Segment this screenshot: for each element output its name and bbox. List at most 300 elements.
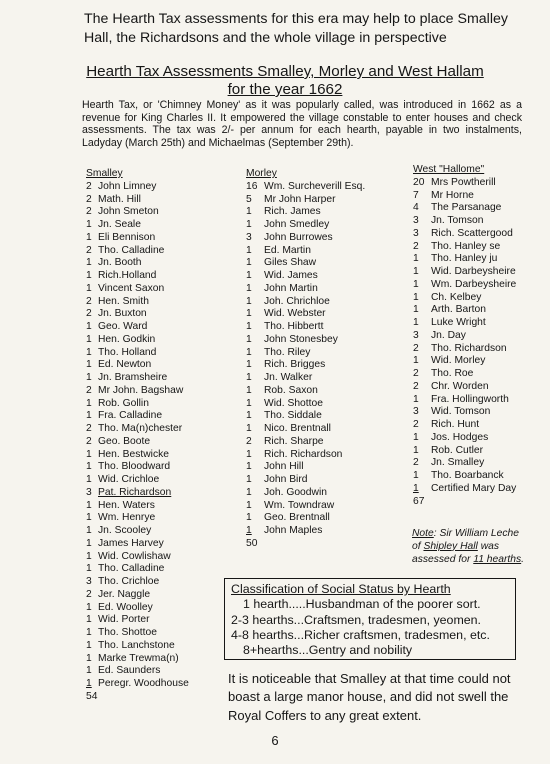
householder-name: Ed. Woolley [98,601,153,613]
householder-name: Wid. Morley [431,355,486,367]
householder-name: Rob. Cutler [431,444,484,456]
householder-name: Rich. Sharpe [264,435,324,447]
assessment-row [86,449,189,462]
hearth-count: 20 [413,176,425,188]
assessment-row [413,228,516,241]
hearth-count: 1 [246,308,252,320]
hearth-count: 2 [413,457,419,469]
assessment-row [413,241,516,254]
householder-name: Wid. Cowlishaw [98,550,171,562]
householder-name: Jn. Tomson [431,215,484,226]
householder-name: Luke Wright [431,317,486,328]
assessment-row [413,304,516,317]
hearth-count: 2 [86,435,92,447]
hearth-count: 1 [246,372,252,383]
assessment-row [86,665,189,678]
assessment-row [413,292,516,305]
assessment-row [413,355,516,368]
assessment-row [246,449,365,462]
householder-name: The Parsanage [431,202,502,214]
hearth-count: 2 [86,308,92,320]
householder-name: Rich. Richardson [264,448,343,460]
assessment-row [86,181,189,194]
householder-name: Rich. Brigges [264,359,326,371]
householder-name: John Martin [264,282,318,294]
householder-name: Ed. Martin [264,244,311,256]
hearth-count: 5 [246,193,252,205]
householder-name: Wid. Shottoe [264,397,323,409]
householder-name: Fra. Hollingworth [431,393,509,405]
householder-name: Jos. Hodges [431,431,489,443]
note-text-3: . [521,553,525,565]
householder-name: Geo. Brentnall [264,512,330,524]
householder-name: Math. Hill [98,193,141,205]
assessment-row [246,423,365,436]
hearth-count: 1 [86,537,92,549]
hearth-count: 1 [413,431,419,443]
householder-name: Eli Bennison [98,231,156,243]
householder-name: Wid. Darbeysheire [431,266,516,277]
assessment-row [246,372,365,385]
hearth-count: 1 [86,665,92,677]
hearth-count: 1 [86,652,92,664]
hearth-count: 1 [86,231,92,243]
hearth-count: 1 [86,601,92,613]
householder-name: Geo. Boote [98,435,151,447]
hearth-count: 1 [246,346,252,358]
hearth-count: 3 [413,329,419,341]
householder-name: Tho. Boarbanck [431,470,504,481]
householder-name: John Smedley [264,219,330,230]
householder-name: Rob. Saxon [264,384,318,396]
assessment-row [413,381,516,394]
hearth-count: 1 [86,448,92,460]
householder-name: John Hill [264,461,304,473]
column-total: 54 [86,690,98,702]
assessment-row [413,266,516,279]
householder-name: Joh. Goodwin [264,486,327,498]
assessment-row [246,359,365,372]
hearth-count: 1 [246,384,252,396]
hearth-count: 1 [86,550,92,562]
householder-name: Geo. Ward [98,321,148,332]
hearth-count: 2 [86,193,92,205]
householder-name: Jn. Seale [98,219,141,230]
householder-name: Arth. Barton [431,304,486,316]
hearth-count: 1 [246,321,252,332]
assessment-row [246,321,365,334]
householder-name: Tho. Hanley se [431,240,501,252]
householder-name: Wm. Towndraw [264,499,335,511]
householder-name: Ed. Saunders [98,665,161,677]
hearth-count: 3 [86,576,92,587]
assessment-row [86,385,189,398]
hearth-count: 3 [413,406,419,418]
householder-name: Hen. Waters [98,499,155,511]
hearth-count: 1 [413,266,419,277]
hearth-count: 2 [413,368,419,379]
hearth-count: 1 [246,282,252,294]
assessment-row [86,678,189,691]
assessment-row [86,308,189,321]
note-hearths: 11 hearths [473,553,522,565]
householder-name: Tho. Riley [264,346,311,358]
assessment-row [86,245,189,258]
householder-name: Wid. Crichloe [98,474,160,485]
hearth-count: 1 [246,257,252,269]
assessment-row [246,512,365,525]
householder-name: Mr John Harper [264,193,336,205]
hearth-count: 1 [413,278,419,290]
hearth-count: 1 [413,444,419,456]
householder-name: Vincent Saxon [98,282,165,294]
classification-line: 8+hearths...Gentry and nobility [243,643,413,658]
assessment-row [86,359,189,372]
hearth-count: 2 [86,588,92,600]
hearth-count: 1 [86,270,92,281]
classification-title: Classification of Social Status by Hearth [231,582,451,596]
householder-name: John Stonesbey [264,333,338,345]
householder-name: Hen. Bestwicke [98,448,169,460]
householder-name: Rob. Gollin [98,397,149,409]
hearth-count: 1 [246,219,252,230]
assessment-row [246,500,365,513]
assessment-row [246,525,365,538]
assessment-row [246,296,365,309]
householder-name: Wid. James [264,270,318,281]
assessment-row [246,308,365,321]
assessment-row [246,270,365,283]
hearth-count: 1 [246,244,252,256]
note-place: Shipley Hall [423,540,478,552]
hearth-count: 1 [86,461,92,473]
householder-name: Tho. Lanchstone [98,639,175,651]
householder-name: John Smeton [98,206,159,218]
heading-line-1: Hearth Tax Assessments Smalley, Morley and West Hallam [86,63,484,80]
intro-text: The Hearth Tax assessments for this era may help to place Smalley Hall, the Richardsons and the whole village in perspective [84,11,508,46]
assessment-row [246,334,365,347]
assessment-row [86,487,189,500]
hearth-count: 1 [86,639,92,651]
householder-name: John Maples [264,525,323,536]
hearth-count: 1 [246,461,252,473]
assessment-row [413,330,516,343]
hearth-count: 1 [246,525,252,536]
assessment-row [86,538,189,551]
assessment-row [413,177,516,190]
householder-name: Wid. Porter [98,614,150,626]
assessment-row [413,368,516,381]
hearth-count: 4 [413,202,419,214]
hearth-count: 2 [86,295,92,307]
assessment-row [246,385,365,398]
closing-remark: It is noticeable that Smalley at that time could not boast a large manor house, and did not swell the Royal Coffers to any great extent. [228,671,511,723]
hearth-count: 1 [86,346,92,358]
hearth-count: 1 [413,355,419,367]
column-title: Morley [246,168,277,179]
assessment-row [86,398,189,411]
hearth-count: 2 [86,244,92,256]
assessment-row [413,394,516,407]
assessment-row [86,576,189,589]
column-title: West "Hallome" [413,164,485,175]
assessment-row [86,614,189,627]
assessment-row [413,317,516,330]
hearth-count: 7 [413,189,419,201]
hearth-count: 1 [86,614,92,626]
hearth-count: 1 [413,482,419,494]
hearth-count: 2 [413,240,419,252]
hearth-count: 1 [246,397,252,409]
assessment-row [413,419,516,432]
assessment-row [246,194,365,207]
householder-name: Jn. Day [431,329,466,341]
assessment-row [86,436,189,449]
assessment-row [413,202,516,215]
hearth-count: 1 [246,474,252,485]
assessment-row [86,257,189,270]
classification-line: 4-8 hearths...Richer craftsmen, tradesmen, etc. [231,627,490,642]
householder-name: Rich.Holland [98,270,157,281]
assessment-row [246,474,365,487]
assessment-row [246,206,365,219]
householder-name: Ed. Newton [98,359,152,371]
householder-name: James Harvey [98,537,164,549]
hearth-count: 1 [86,525,92,536]
assessment-row [86,194,189,207]
hearth-count: 1 [86,410,92,422]
hearth-count: 1 [246,206,252,218]
hearth-count: 3 [413,215,419,226]
householder-name: Jn. Bramsheire [98,372,168,383]
assessment-row [86,602,189,615]
householder-name: Tho. Holland [98,346,157,358]
shipley-hall-note [412,528,530,566]
note-text-2: was assessed for [412,540,500,565]
assessment-row [86,461,189,474]
hearth-count: 2 [86,180,92,192]
assessment-row [86,512,189,525]
householder-name: Jn. Smalley [431,457,485,469]
householder-name: Giles Shaw [264,257,317,269]
classification-line: 1 hearth.....Husbandman of the poorer sort. [243,597,481,612]
hearth-count: 1 [86,282,92,294]
west-hallam-column [413,164,516,508]
assessment-row [246,181,365,194]
assessment-row [86,627,189,640]
morley-column [246,168,365,551]
column-title: Smalley [86,168,123,179]
hearth-count: 1 [413,304,419,316]
householder-name: Wid. Tomson [431,406,491,418]
householder-name: Joh. Chrichloe [264,295,330,307]
householder-name: Hen. Godkin [98,333,156,345]
assessment-row [413,457,516,470]
assessment-row [246,398,365,411]
hearth-count: 2 [86,206,92,218]
assessment-row [246,436,365,449]
assessment-row [86,347,189,360]
householder-name: Wm. Henrye [98,512,156,524]
assessment-row [246,257,365,270]
hearth-count: 1 [246,499,252,511]
assessment-row [86,283,189,296]
hearth-count: 2 [246,435,252,447]
householder-name: Jer. Naggle [98,588,151,600]
householder-name: Wid. Webster [264,308,326,320]
assessment-row [413,432,516,445]
householder-name: Tho. Calladine [98,244,165,256]
hearth-count: 2 [413,342,419,354]
householder-name: Tho. Richardson [431,342,507,354]
hearth-count: 2 [86,423,92,434]
householder-name: John Burrowes [264,231,333,243]
householder-name: Tho. Roe [431,368,474,379]
hearth-count: 1 [246,410,252,422]
householder-name: Jn. Buxton [98,308,147,320]
assessment-row [86,219,189,232]
hearth-count: 1 [86,359,92,371]
assessment-row [413,190,516,203]
householder-name: Jn. Booth [98,257,142,269]
hearth-count: 1 [86,563,92,575]
assessment-row [246,245,365,258]
householder-name: Hen. Smith [98,295,149,307]
householder-name: Chr. Worden [431,380,489,392]
section-heading [60,63,510,99]
householder-name: Mr Horne [431,189,474,201]
column-total: 50 [246,537,258,549]
hearth-count: 1 [246,486,252,498]
householder-name: Tho. Hanley ju [431,253,498,265]
hearth-count: 1 [86,333,92,345]
assessment-row [86,589,189,602]
assessment-row [246,347,365,360]
assessment-row [86,423,189,436]
heading-line-2: for the year 1662 [227,81,343,98]
householder-name: Certified Mary Day [431,482,517,494]
assessment-row [86,206,189,219]
householder-name: Jn. Scooley [98,525,152,536]
assessment-row [246,232,365,245]
classification-box [224,578,516,660]
assessment-row [86,653,189,666]
assessment-row [86,640,189,653]
assessment-row [413,215,516,228]
hearth-count: 1 [86,397,92,409]
hearth-count: 1 [413,393,419,405]
hearth-count: 3 [246,231,252,243]
hearth-count: 1 [246,270,252,281]
assessment-row [413,343,516,356]
householder-name: Peregr. Woodhouse [98,678,189,689]
householder-name: Tho. Hibbertt [264,321,324,332]
assessment-row [246,410,365,423]
hearth-count: 1 [86,678,92,689]
assessment-row [86,551,189,564]
classification-line: 2-3 hearths...Craftsmen, tradesmen, yeomen. [231,612,481,627]
note-text-1: : Sir William Leche of [412,528,519,552]
householder-name: Wm. Surcheverill Esq. [264,180,366,192]
hearth-count: 1 [246,359,252,371]
hearth-count: 1 [86,474,92,485]
assessment-row [413,406,516,419]
hearth-count: 2 [413,380,419,392]
householder-name: Fra. Calladine [98,410,163,422]
assessment-row [86,474,189,487]
assessment-row [86,334,189,347]
hearth-count: 1 [413,291,419,303]
hearth-count: 1 [86,219,92,230]
householder-name: Rich. Scattergood [431,227,513,239]
assessment-row [86,500,189,513]
householder-name: John Bird [264,474,308,485]
householder-name: Marke Trewma(n) [98,652,179,664]
householder-name: Jn. Walker [264,372,313,383]
hearth-count: 2 [413,419,419,430]
householder-name: Nico. Brentnall [264,423,331,434]
householder-name: Tho. Bloodward [98,461,171,473]
householder-name: Tho. Ma(n)chester [98,423,183,434]
assessment-row [413,470,516,483]
householder-name: Pat. Richardson [98,486,172,498]
smalley-column [86,168,189,704]
householder-name: Ch. Kelbey [431,291,482,303]
assessment-row [86,372,189,385]
householder-name: Rich. Hunt [431,419,480,430]
assessment-row [413,445,516,458]
hearth-count: 1 [86,499,92,511]
page-number: 6 [271,733,279,748]
assessment-row [246,283,365,296]
hearth-count: 3 [86,486,92,498]
assessment-row [86,321,189,334]
householder-name: Mr John. Bagshaw [98,384,184,396]
householder-name: Tho. Crichloe [98,576,160,587]
assessment-row [413,279,516,292]
assessment-row [413,253,516,266]
hearth-count: 1 [86,321,92,332]
hearth-count: 2 [86,384,92,396]
explanation-paragraph: Hearth Tax, or 'Chimney Money' as it was popularly called, was introduced in 1662 as a revenue for King Charles II. It empowered the village constable to enter houses and check assessments. The tax was 2/- per annum for each hearth, payable in two instalments, Ladyday (March 25th) and Michaelmas (September 29th). [82,99,522,149]
hearth-count: 3 [413,227,419,239]
assessment-row [413,483,516,496]
hearth-count: 16 [246,180,258,192]
note-label: Note [412,528,434,539]
hearth-count: 1 [246,423,252,434]
householder-name: John Limney [98,180,157,192]
hearth-count: 1 [86,257,92,269]
assessment-row [86,296,189,309]
assessment-row [86,232,189,245]
hearth-count: 1 [413,317,419,328]
householder-name: Mrs Powtherill [431,176,496,188]
hearth-count: 1 [86,512,92,524]
householder-name: Tho. Calladine [98,563,165,575]
householder-name: Wm. Darbeysheire [431,278,517,290]
householder-name: Tho. Siddale [264,410,322,422]
hearth-count: 1 [86,627,92,638]
hearth-count: 1 [413,253,419,265]
assessment-row [246,219,365,232]
assessment-row [246,487,365,500]
hearth-count: 1 [413,470,419,481]
householder-name: Tho. Shottoe [98,627,157,638]
hearth-count: 1 [246,448,252,460]
column-total: 67 [413,495,425,507]
hearth-count: 1 [246,295,252,307]
hearth-count: 1 [246,512,252,524]
